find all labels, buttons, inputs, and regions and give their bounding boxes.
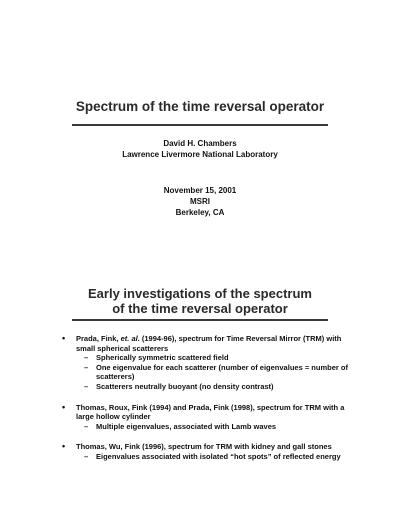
sub-list — [76, 353, 362, 391]
bullet-list — [62, 334, 362, 473]
author-block — [0, 138, 400, 160]
slide2-title-line2: of the time reversal operator — [112, 300, 288, 316]
slide1-title-rule — [72, 124, 328, 126]
sub-item-text: Multiple eigenvalues, associated with Lamb waves — [96, 421, 277, 431]
event-location: Berkeley, CA — [175, 208, 225, 217]
event-venue: MSRI — [190, 197, 210, 206]
sub-item — [76, 422, 362, 432]
sub-list — [76, 422, 362, 432]
sub-item-text: Spherically symmetric scattered field — [96, 353, 229, 363]
bullet-marker-icon: • — [62, 401, 66, 412]
author-affiliation: Lawrence Livermore National Laboratory — [122, 150, 278, 159]
slide1-title: Spectrum of the time reversal operator — [75, 99, 325, 114]
dash-marker-icon: – — [84, 362, 89, 372]
bullet-marker-icon: • — [62, 333, 66, 343]
bullet-item — [62, 403, 362, 432]
author-name: David H. Chambers — [163, 139, 237, 148]
bullet-text: Thomas, Roux, Fink (1994) and Prada, Fink (1998), spectrum for TRM with a large hollow cylinder — [76, 402, 345, 422]
sub-item — [76, 353, 362, 363]
sub-item — [76, 382, 362, 392]
dash-marker-icon: – — [84, 353, 89, 363]
event-date: November 15, 2001 — [163, 186, 237, 195]
sub-item — [76, 452, 362, 462]
bullet-item — [62, 442, 362, 461]
slide2-title — [0, 287, 400, 316]
bullet-text-italic: et. al. — [120, 334, 140, 343]
event-block — [0, 185, 400, 218]
dash-marker-icon: – — [84, 451, 89, 461]
sub-item-text: One eigenvalue for each scatterer (number of eigenvalues = number of scatterers) — [96, 362, 348, 382]
dash-marker-icon: – — [84, 381, 89, 391]
bullet-text-part: (1994-96), spectrum for Time Reversal Mirror (TRM) with small spherical scatterers — [76, 334, 342, 353]
bullet-marker-icon: • — [62, 441, 66, 452]
bullet-text-part: Prada, Fink, — [76, 334, 121, 343]
slide2-title-line1: Early investigations of the spectrum — [88, 286, 312, 301]
sub-list — [76, 452, 362, 462]
slide2-title-rule — [72, 319, 328, 321]
sub-item-text: Eigenvalues associated with isolated “hot spots” of reflected energy — [96, 451, 341, 461]
bullet-text: Thomas, Wu, Fink (1996), spectrum for TRM with kidney and gall stones — [76, 442, 332, 452]
bullet-text — [76, 334, 362, 353]
bullet-item — [62, 334, 362, 392]
dash-marker-icon: – — [84, 421, 89, 431]
sub-item-text: Scatterers neutrally buoyant (no density contrast) — [96, 381, 274, 391]
sub-item — [76, 363, 362, 382]
